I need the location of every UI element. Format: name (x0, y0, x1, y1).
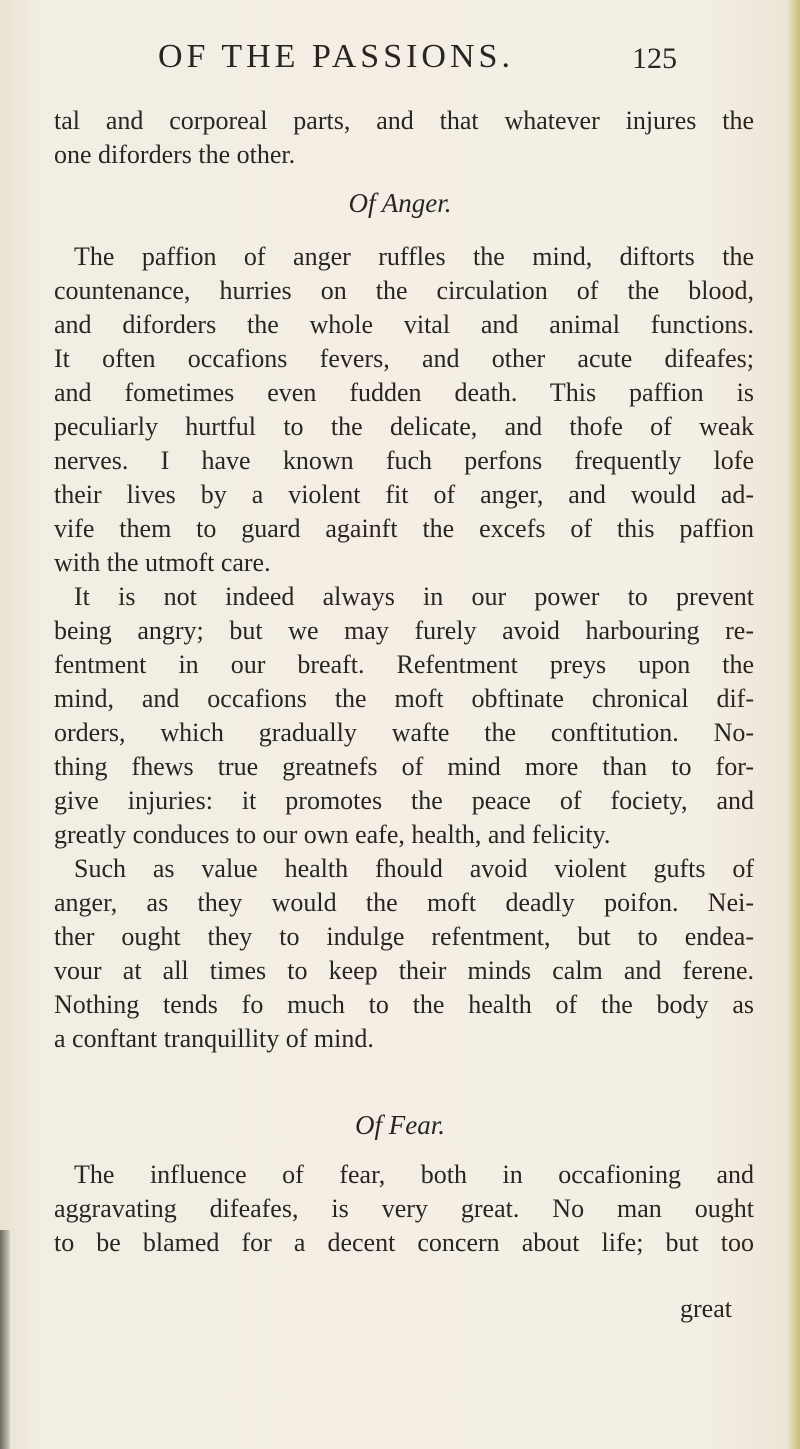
text-line: The influence of fear, both in occafioning and (74, 1160, 754, 1189)
paragraph-anger-2 (54, 580, 754, 852)
text-line: and diforders the whole vital and animal functions. (54, 310, 754, 339)
text-line: vour at all times to keep their minds calm and ferene. (54, 956, 754, 985)
text-line: vife them to guard againft the excefs of this paffion (54, 514, 754, 543)
text-line: anger, as they would the moft deadly poifon. Nei- (54, 888, 754, 917)
text-line: with the utmoft care. (54, 548, 271, 577)
text-line: to be blamed for a decent concern about life; but too (54, 1228, 754, 1257)
text-line: mind, and occafions the moft obftinate chronical dif- (54, 684, 754, 713)
paragraph-fear (54, 1158, 754, 1260)
text-line: nerves. I have known fuch perfons frequently lofe (54, 446, 754, 475)
running-title: OF THE PASSIONS. (158, 38, 514, 75)
heading-fear: Of Fear. (355, 1110, 445, 1140)
text-line: give injuries: it promotes the peace of fociety, and (54, 786, 754, 815)
page-header (0, 38, 800, 88)
text-line: and fometimes even fudden death. This paffion is (54, 378, 754, 407)
text-line: It is not indeed always in our power to prevent (74, 582, 754, 611)
catchword: great (680, 1294, 732, 1323)
text-line: ther ought they to indulge refentment, but to endea- (54, 922, 754, 951)
page-number: 125 (632, 42, 677, 75)
text-line: greatly conduces to our own eafe, health, and felicity. (54, 820, 611, 849)
text-line: aggravating difeafes, is very great. No man ought (54, 1194, 754, 1223)
text-line: It often occafions fevers, and other acute difeafes; (54, 344, 754, 373)
text-line: The paffion of anger ruffles the mind, diftorts the (74, 242, 754, 271)
heading-anger: Of Anger. (348, 188, 452, 218)
text-line: Nothing tends fo much to the health of the body as (54, 990, 754, 1019)
text-line: being angry; but we may furely avoid harbouring re- (54, 616, 754, 645)
text-line: fentment in our breaft. Refentment preys upon the (54, 650, 754, 679)
text-line: orders, which gradually wafte the conftitution. No- (54, 718, 754, 747)
intro-text (54, 104, 754, 172)
text-line: tal and corporeal parts, and that whatever injures the (54, 106, 754, 135)
text-line: thing fhews true greatnefs of mind more than to for- (54, 752, 754, 781)
text-line: Such as value health fhould avoid violent gufts of (74, 854, 754, 883)
paragraph-anger-1 (54, 240, 754, 580)
text-line: one diforders the other. (54, 140, 296, 169)
text-line: countenance, hurries on the circulation of the blood, (54, 276, 754, 305)
text-line: their lives by a violent fit of anger, and would ad- (54, 480, 754, 509)
paragraph-anger-3 (54, 852, 754, 1056)
text-line: a conftant tranquillity of mind. (54, 1024, 374, 1053)
binding-shadow (0, 1230, 10, 1449)
text-line: peculiarly hurtful to the delicate, and thofe of weak (54, 412, 754, 441)
